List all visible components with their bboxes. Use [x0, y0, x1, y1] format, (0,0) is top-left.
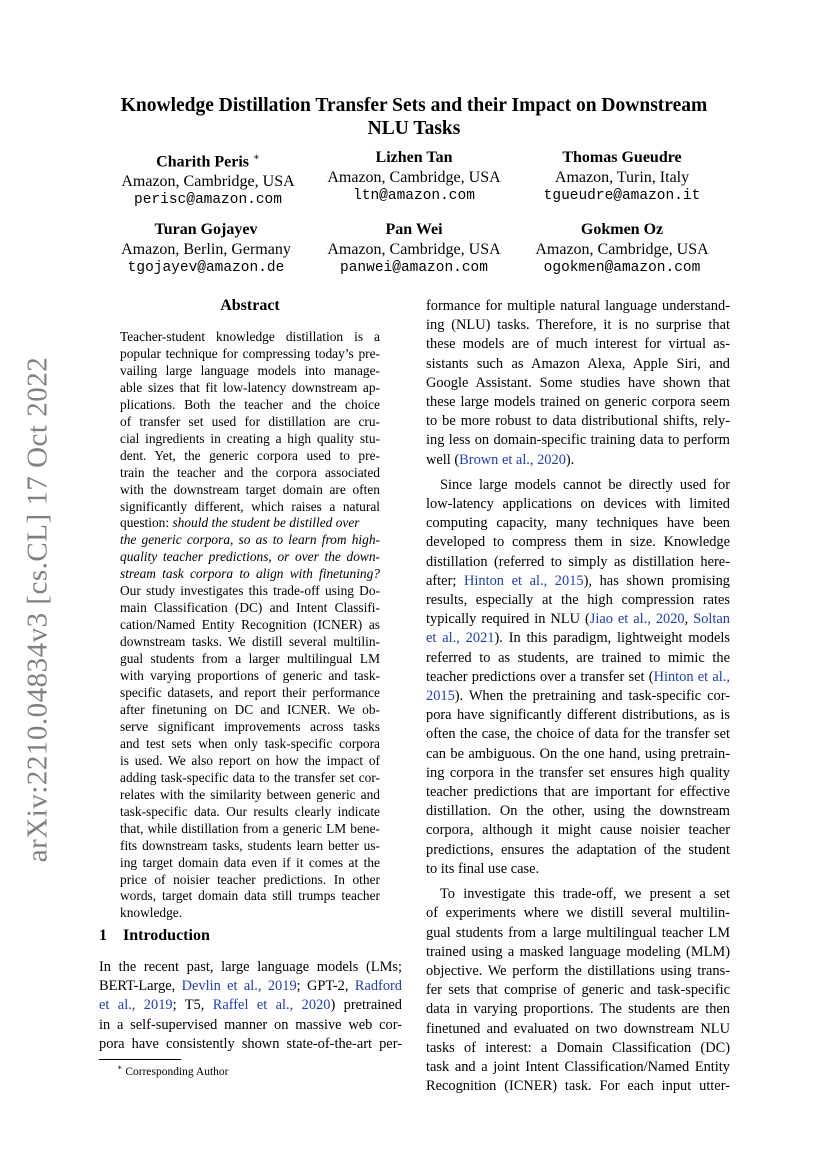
abstract-line: ing target domain data even if it comes at the [120, 854, 380, 870]
citation-link[interactable]: et al., 2021 [426, 630, 495, 647]
body-line: formance for multiple natural language understand- [426, 298, 730, 314]
body-line: Google Assistant. Some studies have shown that [426, 374, 730, 391]
abstract-line: is used. We also report on how the impact of [120, 752, 380, 768]
body-line: teacher predictions that are important for effective [426, 784, 730, 801]
author-block [309, 220, 519, 279]
title-line: NLU Tasks [367, 118, 461, 139]
body-line: can be ambiguous. On the one hand, using pretrain- [426, 745, 730, 762]
author-block [101, 220, 311, 279]
citation-link[interactable]: Hinton et al., 2015 [463, 572, 584, 589]
citation-link[interactable]: 2015 [426, 688, 455, 705]
author-block [103, 148, 313, 211]
author-email[interactable]: tgojayev@amazon.de [127, 260, 285, 276]
abstract-line: adding task-specific data to the transfer set cor- [120, 769, 380, 785]
body-line: ing (NLU) tasks. Therefore, it is no surprise that [426, 317, 730, 334]
author-email[interactable]: panwei@amazon.com [340, 260, 488, 276]
body-text: teacher predictions over a transfer set ( [426, 668, 654, 685]
abstract-line: plications. Both the teacher and the choice [120, 396, 380, 412]
body-line [426, 687, 730, 706]
author-name: Thomas Gueudre [562, 149, 682, 166]
author-affiliation: Amazon, Cambridge, USA [327, 168, 501, 186]
body-line: developed to compress them in size. Knowledge [426, 534, 730, 551]
citation-link[interactable]: Radford [354, 978, 402, 995]
citation-link[interactable]: Devlin et al., 2019 [181, 978, 297, 995]
body-line: ing corpora in the transfer set ensures high quality [426, 764, 730, 781]
abstract-body [120, 329, 380, 922]
citation-link[interactable]: et al., 2019 [99, 997, 173, 1014]
footnote-text: Corresponding Author [125, 1065, 229, 1078]
abstract-line: of transfer set used for distillation are cru- [120, 413, 380, 429]
abstract-line: task-specific data. Our results clearly indicate [120, 803, 380, 819]
arxiv-id: arXiv:2210.04834v3 [cs.CL] 17 Oct 2022 [21, 356, 54, 862]
abstract-line: dent. Yet, the generic corpora used to pre- [120, 447, 380, 463]
author-affiliation: Amazon, Cambridge, USA [327, 240, 501, 258]
body-line [426, 451, 730, 470]
abstract-line: after finetuning on DC and ICNER. We ob- [120, 701, 380, 717]
abstract-line: Teacher-student knowledge distillation is a [120, 329, 380, 344]
body-line: pora have significantly different distributions, as is [426, 707, 730, 724]
abstract-line [120, 515, 380, 532]
citation-link[interactable]: Brown et al., 2020 [459, 451, 566, 468]
abstract-line: the generic corpora, so as to learn from high- [120, 532, 380, 548]
author-email[interactable]: tgueudre@amazon.it [543, 188, 701, 204]
body-text: , [684, 611, 694, 628]
body-line: low-latency applications on devices with limited [426, 496, 730, 513]
author-name: Lizhen Tan [375, 149, 453, 166]
body-text: ). [565, 451, 575, 468]
abstract-line: Our study investigates this trade-off using Do- [120, 583, 380, 599]
abstract-line: fits downstream tasks, students learn better us- [120, 837, 380, 853]
abstract-text: question: [120, 515, 173, 531]
abstract-line: cation/Named Entity Recognition (ICNER) as [120, 617, 380, 633]
abstract-line: and test sets when only task-specific corpora [120, 735, 380, 751]
body-text: after; [426, 572, 464, 589]
abstract-line: significantly different, which raises a natural [120, 498, 380, 514]
body-line: corpora, although it might cause noisier teacher [426, 822, 730, 839]
intro-line: pora have consistently shown state-of-the-art per- [99, 1035, 402, 1052]
intro-line [99, 977, 402, 996]
intro-line [99, 996, 402, 1015]
arxiv-stamp [20, 356, 56, 862]
intro-text: BERT-Large, [99, 978, 182, 995]
abstract-line: relates with the similarity between generic and [120, 786, 380, 802]
author-block [309, 148, 519, 207]
abstract-line: train the teacher and the corpora associated [120, 464, 380, 480]
title-line: Knowledge Distillation Transfer Sets and their Impact on Downstream [120, 95, 708, 116]
body-line [426, 629, 730, 648]
abstract-line: able sizes that fit low-latency downstream ap- [120, 379, 380, 395]
body-line: To investigate this trade-off, we present a set [440, 886, 730, 903]
abstract-line: specific datasets, and report their performance [120, 685, 380, 701]
abstract-line: downstream tasks. We distill several multilin- [120, 634, 380, 650]
paper-title [100, 94, 728, 140]
abstract-line: popular technique for compressing today’s pre- [120, 345, 380, 361]
abstract-line: words, target domain data still trumps teacher [120, 888, 380, 904]
intro-line: In the recent past, large language models (LMs; [99, 959, 402, 975]
body-text: typically required in NLU ( [426, 611, 590, 628]
body-line: gual students from a large multilingual teacher LM [426, 924, 730, 941]
abstract-line: serve significant improvements across tasks [120, 718, 380, 734]
body-line [426, 668, 730, 687]
body-line: to be more robust to data distributional shifts, rely- [426, 413, 730, 430]
citation-link[interactable]: Hinton et al., [653, 668, 730, 685]
body-text: ). When the pretraining and task-specific cor- [454, 688, 730, 705]
body-line: Since large models cannot be directly used for [440, 476, 730, 493]
body-line: finetuned and evaluated on two downstream NLU [426, 1020, 730, 1037]
body-line: to its final use case. [426, 860, 540, 877]
body-line: objective. We perform the distillations using trans- [426, 962, 730, 979]
author-email[interactable]: ogokmen@amazon.com [543, 260, 701, 276]
section-heading [99, 927, 210, 945]
body-line: predictions, ensures the adaptation of the student [426, 841, 730, 858]
body-text: ), has shown promising [583, 572, 730, 589]
body-line: often the case, the choice of data for the transfer set [426, 726, 730, 743]
citation-link[interactable]: Soltan [693, 611, 730, 628]
intro-paragraph [99, 958, 402, 1054]
body-line: tasks of interest: a Domain Classification (DC) [426, 1039, 730, 1056]
author-affiliation: Amazon, Cambridge, USA [121, 172, 295, 190]
author-name: Charith Peris [156, 153, 250, 171]
abstract-line: gual students from a larger multilingual LM [120, 651, 380, 667]
body-line: task and a joint Intent Classification/Named Entity [426, 1058, 730, 1075]
body-line: computing capacity, many techniques have been [426, 515, 730, 532]
abstract-heading: Abstract [220, 297, 280, 314]
abstract-line: main Classification (DC) and Intent Classifi- [120, 600, 380, 616]
body-line: these models are of much interest for virtual as- [426, 336, 730, 353]
footnote-rule [99, 1059, 181, 1060]
abstract-line: quality teacher predictions, or over the down- [120, 549, 380, 565]
abstract-line: with the downstream target domain are often [120, 481, 380, 497]
author-name: Turan Gojayev [154, 221, 258, 238]
section-number: 1 [99, 927, 107, 944]
author-mark: ∗ [253, 152, 260, 163]
author-email[interactable]: perisc@amazon.com [134, 192, 282, 209]
footnote [117, 1061, 229, 1079]
author-affiliation: Amazon, Cambridge, USA [535, 240, 709, 258]
body-line: trained using a masked language modeling (MLM) [426, 943, 730, 960]
author-name: Gokmen Oz [580, 221, 664, 238]
abstract-line: stream task corpora to align with finetuning? [120, 566, 380, 582]
body-text: well ( [426, 451, 460, 468]
body-line [426, 610, 730, 629]
body-line: distillation. On the other, using the downstream [426, 803, 730, 820]
body-line: distillation (referred to simply as distillation here- [426, 553, 730, 570]
author-affiliation: Amazon, Turin, Italy [554, 168, 690, 186]
body-line: these large models trained on generic corpora seem [426, 394, 730, 411]
abstract-line: with varying proportions of generic and task- [120, 668, 380, 684]
author-block [517, 148, 727, 207]
citation-link[interactable]: Raffel et al., 2020 [212, 997, 331, 1014]
intro-line: in a self-supervised manner on massive web cor- [99, 1016, 402, 1033]
body-line [426, 572, 730, 591]
abstract-line: price of noisier teacher predictions. In other [120, 871, 380, 887]
body-line: of experiments where we distill several multilin- [426, 905, 730, 922]
body-text: ). In this paradigm, lightweight models [494, 630, 730, 647]
body-line: results, especially at the high compression rates [426, 592, 730, 609]
section-title: Introduction [123, 927, 210, 944]
abstract-line: knowledge. [120, 905, 183, 921]
body-line: data in varying proportions. The students are then [426, 1001, 730, 1018]
intro-text: ) pretrained [330, 997, 402, 1014]
citation-link[interactable]: Jiao et al., 2020 [589, 611, 685, 628]
footnote-mark: ∗ [117, 1063, 123, 1072]
abstract-line: cial ingredients in creating a high quality stu- [120, 430, 380, 446]
abstract-line: vailing large language models into manage- [120, 362, 380, 378]
author-block [517, 220, 727, 279]
body-line: sistants such as Amazon Alexa, Apple Siri, and [426, 355, 730, 372]
body-line: fer sets that comprise of generic and task-specific [426, 982, 730, 999]
abstract-question: should the student be distilled over [172, 515, 360, 531]
intro-text: ; T5, [172, 997, 213, 1014]
author-name: Pan Wei [385, 221, 443, 238]
intro-text: ; GPT-2, [296, 978, 355, 995]
body-line: Recognition (ICNER) task. For each input utter- [426, 1078, 730, 1095]
author-email[interactable]: ltn@amazon.com [353, 188, 475, 204]
author-affiliation: Amazon, Berlin, Germany [121, 240, 291, 258]
body-line: referred to as students, are trained to mimic the [426, 649, 730, 666]
abstract-line: that, while distillation from a generic LM bene- [120, 820, 380, 836]
right-column [426, 297, 730, 1096]
body-line: ing less on domain-specific training data to perform [426, 432, 730, 449]
